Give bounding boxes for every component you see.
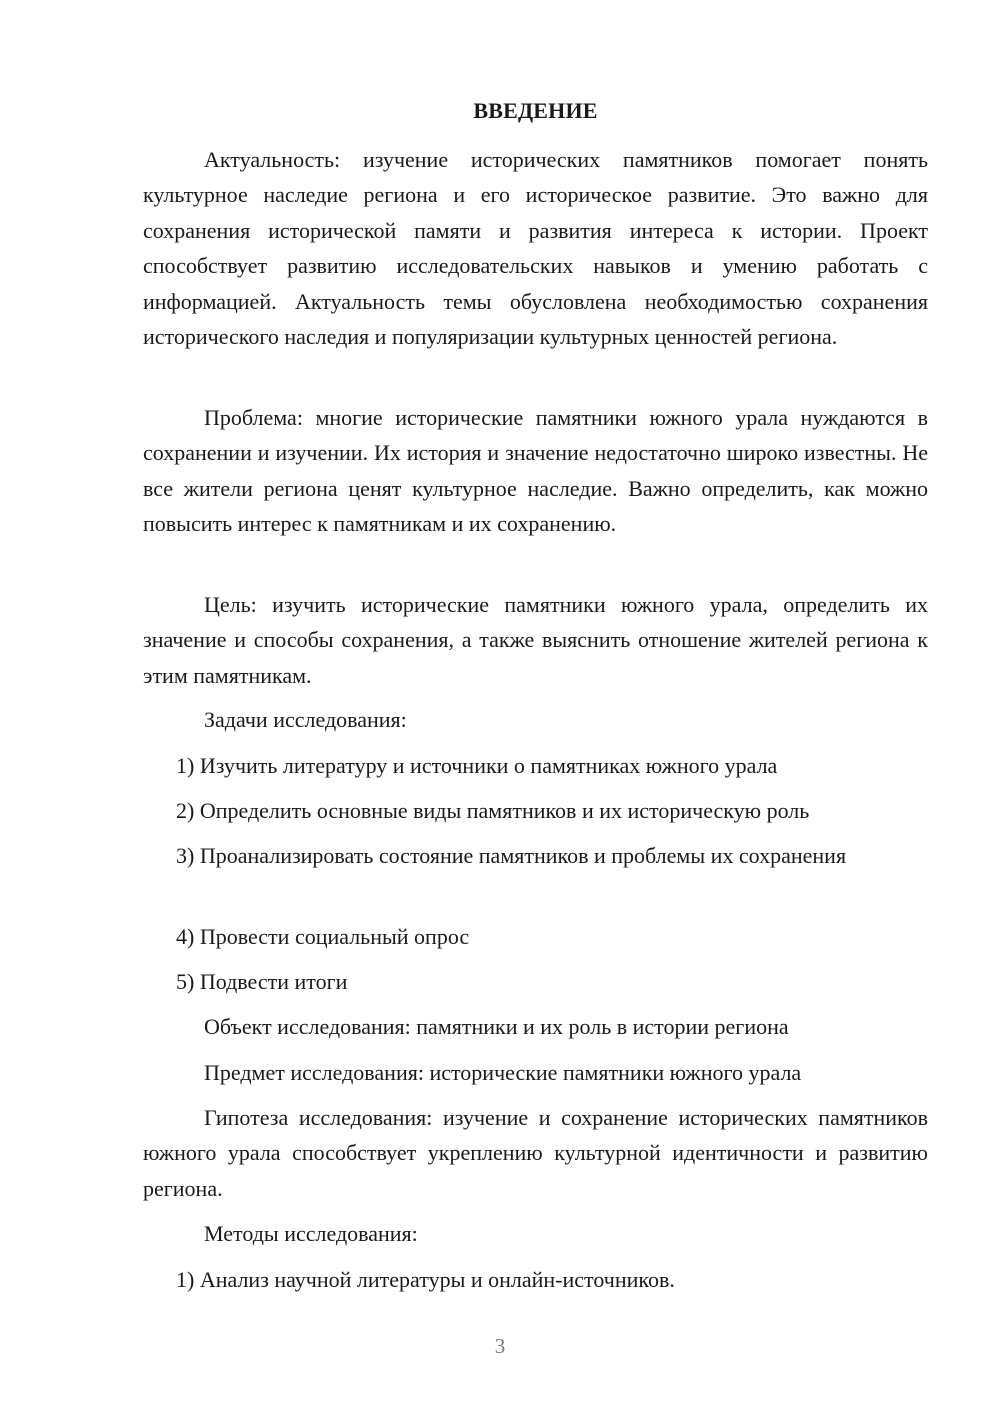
method-item: 1) Анализ научной литературы и онлайн-источников. bbox=[176, 1267, 675, 1292]
tasks-heading: Задачи исследования: bbox=[204, 707, 407, 732]
hypothesis-paragraph: Гипотеза исследования: изучение и сохранение исторических памятников южного урала способствует укреплению культурной идентичности и развитию региона. bbox=[143, 1105, 928, 1201]
section-heading: ВВЕДЕНИЕ bbox=[473, 98, 598, 123]
task-item: 1) Изучить литературу и источники о памятниках южного урала bbox=[176, 753, 778, 778]
task-item: 4) Провести социальный опрос bbox=[176, 924, 470, 949]
methods-heading: Методы исследования: bbox=[204, 1221, 418, 1246]
relevance-paragraph: Актуальность: изучение исторических памятников помогает понять культурное наследие региона и его историческое развитие. Это важно для сохранения исторической памяти и развития интереса к истории. Проект способствует развитию исследовательских навыков и умению работать с информацией. Актуальность темы обусловлена необходимостью сохранения исторического наследия и популяризации культурных ценностей региона. bbox=[143, 147, 928, 350]
object-line: Объект исследования: памятники и их роль в истории региона bbox=[204, 1014, 789, 1039]
subject-line: Предмет исследования: исторические памятники южного урала bbox=[204, 1060, 802, 1085]
task-item: 5) Подвести итоги bbox=[176, 969, 348, 994]
goal-paragraph: Цель: изучить исторические памятники южного урала, определить их значение и способы сохранения, а также выяснить отношение жителей региона к этим памятникам. bbox=[143, 592, 928, 688]
problem-paragraph: Проблема: многие исторические памятники южного урала нуждаются в сохранении и изучении. Их история и значение недостаточно широко известны. Не все жители региона ценят культурное наследие. Важно определить, как можно повысить интерес к памятникам и их сохранению. bbox=[143, 405, 928, 537]
task-item: 3) Проанализировать состояние памятников и проблемы их сохранения bbox=[176, 843, 847, 868]
task-item: 2) Определить основные виды памятников и их историческую роль bbox=[176, 798, 810, 823]
page-number: 3 bbox=[494, 1334, 506, 1358]
